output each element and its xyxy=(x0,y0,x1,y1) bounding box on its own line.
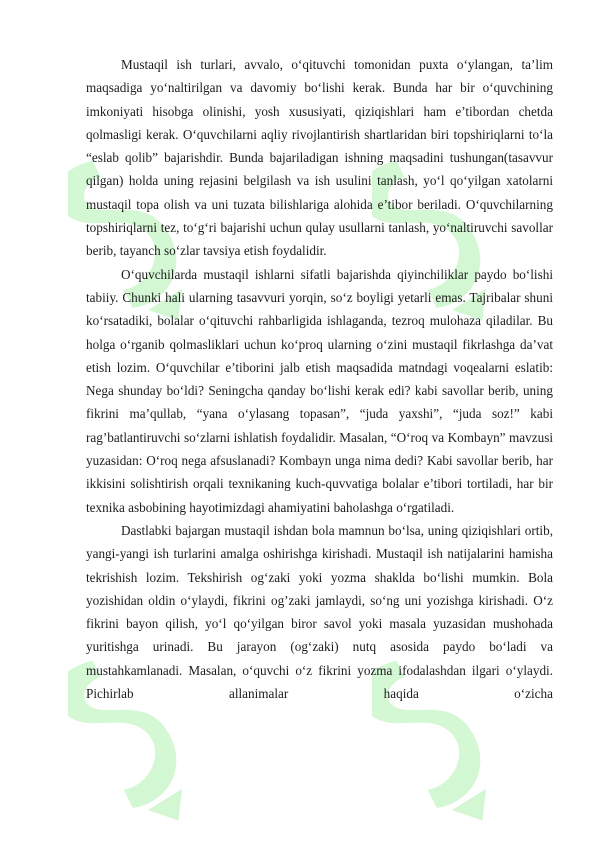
paragraph-2: O‘quvchilarda mustaqil ishlarni sifatli bajarishda qiyinchiliklar paydo bo‘lishi tabiiy. Chunki hali ularning tasavvuri yorqin, so‘z boyligi yetarli emas. Tajribalar shuni ko‘rsatadiki, bolalar o‘qituvchi rahbarligida ishlaganda, tezroq mulohaza qiladilar. Bu holga o‘rganib qolmasliklari uchun ko‘proq ularning o‘zini mustaqil fikrlashga da’vat etish lozim. O‘quvchilar e’tiborini jalb etish maqsadida matndagi voqealarni eslatib: Nega shunday bo‘ldi? Seningcha qanday bo‘lishi kerak edi? kabi savollar berib, uning fikrini ma’qullab, “yana o‘ylasang topasan”, “juda yaxshi”, “juda soz!” kabi rag’batlantiruvchi so‘zlarni ishlatish foydalidir. Masalan, “O‘roq va Kombayn” mavzusi yuzasidan: O‘roq nega afsuslanadi? Kombayn unga nima dedi? Kabi savollar berib, har ikkisini solishtirish orqali texnikaning kuch-quvvatiga bolalar e’tibori tortiladi, har bir texnika asbobining hayotimizdagi ahamiyatini baholashga o‘rgatiladi. xyxy=(86,266,553,515)
paragraph-3: Dastlabki bajargan mustaqil ishdan bola mamnun bo‘lsa, uning qiziqishlari ortib, yangi-yangi ish turlarini amalga oshirishga kirishadi. Mustaqil ish natijalarini hamisha tekrishish lozim. Tekshirish og‘zaki yoki yozma shaklda bo‘lishi mumkin. Bola yozishidan oldin o‘ylaydi, fikrini og’zaki jamlaydi, so‘ng uni yozishga kirishadi. O‘z fikrini bayon qilish, yo‘l qo‘yilgan biror savol yoki masala yuzasidan mushohada yuritishga urinadi. Bu jarayon (og‘zaki) nutq asosida paydo bo‘ladi va mustahkamlanadi. Masalan, o‘quvchi o‘z fikrini yozma ifodalashdan ilgari o‘ylaydi. Pichirlab allanimalar haqida o‘zicha xyxy=(86,522,553,702)
paragraph-1: Mustaqil ish turlari, avvalo, o‘qituvchi tomonidan puxta o‘ylangan, ta’lim maqsadiga yo‘naltirilgan va davomiy bo‘lishi kerak. Bunda har bir o‘quvchining imkoniyati hisobga olinishi, yosh xususiyati, qiziqishlari ham e’tibordan chetda qolmasligi kerak. O‘quvchilarni aqliy rivojlantirish shartlaridan biri topshiriqlarni to‘la “eslab qolib” bajarishdir. Bunda bajariladigan ishning maqsadini tushungan(tasavvur qilgan) holda uning rejasini belgilash va ish usulini tanlash, yo‘l qo‘yilgan xatolarni mustaqil topa olish va uni tuzata bilishlariga alohida e’tibor beriladi. O‘quvchilarning topshiriqlarni tez, to‘g‘ri bajarishi uchun qulay usullarni tanlash, yo‘naltiruvchi savollar berib, tayanch so‘zlar tavsiya etish foydalidir. xyxy=(86,57,553,259)
body-text xyxy=(86,53,553,705)
